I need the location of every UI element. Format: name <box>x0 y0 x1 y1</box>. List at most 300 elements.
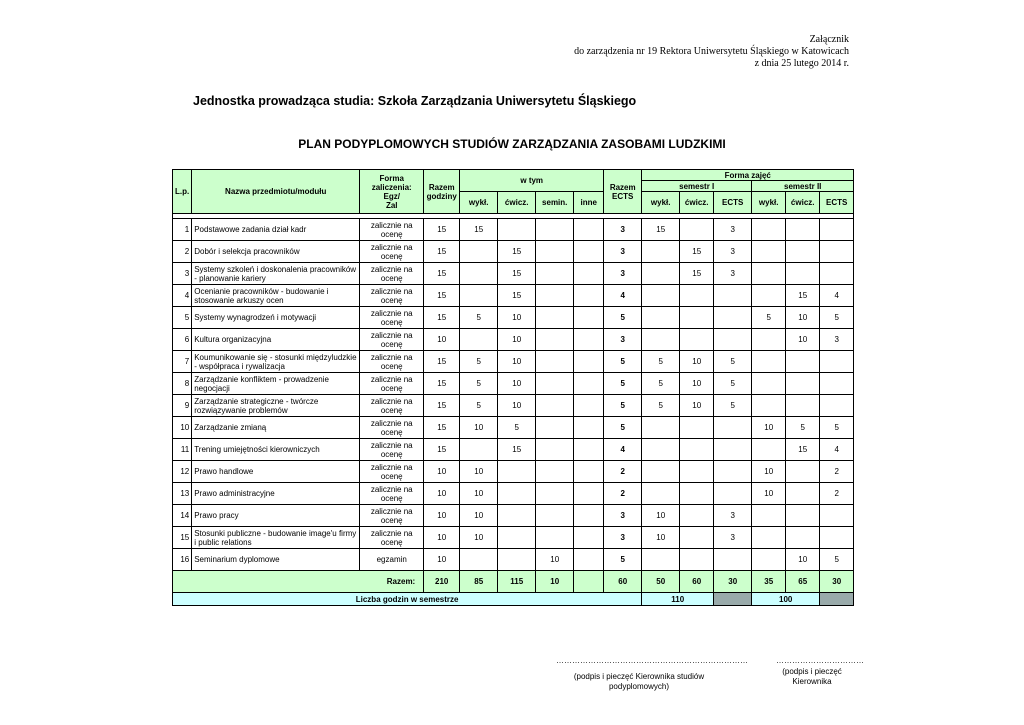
cell-s1c <box>680 307 714 329</box>
cell-total: 15 <box>424 439 460 461</box>
cell-inne <box>574 439 604 461</box>
cell-ects: 2 <box>604 483 642 505</box>
cell-wykl <box>460 439 498 461</box>
signature-left-label: (podpis i pieczęć Kierownika studiów podyplomowych) <box>573 672 705 691</box>
cell-s2e: 5 <box>820 307 854 329</box>
cell-wykl: 10 <box>460 483 498 505</box>
cell-semin <box>536 417 574 439</box>
cell-s1w <box>642 329 680 351</box>
table-row <box>173 219 854 241</box>
table-row <box>173 527 854 549</box>
attachment-note <box>574 34 849 70</box>
cell-wykl: 10 <box>460 417 498 439</box>
cell-wykl: 10 <box>460 505 498 527</box>
cell-cwicz: 15 <box>498 285 536 307</box>
cell-s2e <box>820 527 854 549</box>
cell-s2w: 5 <box>752 307 786 329</box>
cell-s2c: 15 <box>786 439 820 461</box>
cell-form: zalicznie na ocenę <box>360 417 424 439</box>
cell-s2e <box>820 505 854 527</box>
signature-right <box>776 656 864 687</box>
totals-s1e: 30 <box>714 571 752 593</box>
cell-s1c: 10 <box>680 395 714 417</box>
cell-cwicz <box>498 505 536 527</box>
cell-s2c <box>786 505 820 527</box>
table-row <box>173 329 854 351</box>
table-row <box>173 351 854 373</box>
cell-name: Koumunikowanie się - stosunki międzyludzkie - współpraca i rywalizacja <box>192 351 360 373</box>
cell-s1w <box>642 307 680 329</box>
cell-s2e: 4 <box>820 285 854 307</box>
header-s2-cwicz: ćwicz. <box>786 192 820 214</box>
cell-wykl <box>460 549 498 571</box>
cell-lp: 9 <box>173 395 192 417</box>
cell-s1e: 5 <box>714 395 752 417</box>
totals-s1w: 50 <box>642 571 680 593</box>
cell-cwicz: 15 <box>498 241 536 263</box>
cell-s1c <box>680 527 714 549</box>
cell-s2e: 2 <box>820 483 854 505</box>
totals-row <box>173 571 854 593</box>
header-total-hours <box>424 170 460 214</box>
cell-s2c: 10 <box>786 549 820 571</box>
cell-s1w <box>642 461 680 483</box>
cell-s1e <box>714 483 752 505</box>
header-semester-2: semestr II <box>752 181 854 192</box>
header-ects <box>604 170 642 214</box>
cell-s2e: 4 <box>820 439 854 461</box>
header-w-tym: w tym <box>460 170 604 192</box>
cell-lp: 3 <box>173 263 192 285</box>
cell-s1c <box>680 285 714 307</box>
cell-s2w <box>752 329 786 351</box>
cell-wykl: 5 <box>460 373 498 395</box>
header-form-line2: zaliczenia: <box>371 182 412 192</box>
cell-s1w <box>642 549 680 571</box>
cell-ects: 4 <box>604 285 642 307</box>
cell-lp: 15 <box>173 527 192 549</box>
attachment-line1: Załącznik <box>809 34 849 45</box>
cell-total: 15 <box>424 373 460 395</box>
cell-ects: 3 <box>604 219 642 241</box>
cell-s2c <box>786 351 820 373</box>
totals-inne <box>574 571 604 593</box>
cell-s1c <box>680 329 714 351</box>
cell-wykl <box>460 285 498 307</box>
cell-cwicz: 10 <box>498 395 536 417</box>
cell-s2c <box>786 527 820 549</box>
cell-s2c <box>786 241 820 263</box>
cell-total: 10 <box>424 461 460 483</box>
header-s1-wykl: wykł. <box>642 192 680 214</box>
header-cwicz: ćwicz. <box>498 192 536 214</box>
table-row <box>173 307 854 329</box>
header-inne: inne <box>574 192 604 214</box>
cell-wykl <box>460 241 498 263</box>
cell-s2c <box>786 263 820 285</box>
unit-line: Jednostka prowadząca studia: Szkoła Zarządzania Uniwersytetu Śląskiego <box>193 94 637 108</box>
cell-ects: 4 <box>604 439 642 461</box>
cell-inne <box>574 373 604 395</box>
cell-s2w: 10 <box>752 417 786 439</box>
cell-semin <box>536 219 574 241</box>
cell-semin <box>536 263 574 285</box>
cell-form: zalicznie na ocenę <box>360 395 424 417</box>
table-row <box>173 439 854 461</box>
cell-lp: 16 <box>173 549 192 571</box>
cell-ects: 3 <box>604 527 642 549</box>
cell-wykl <box>460 263 498 285</box>
page-title: PLAN PODYPLOMOWYCH STUDIÓW ZARZĄDZANIA ZASOBAMI LUDZKIMI <box>298 137 726 151</box>
header-s1-ects: ECTS <box>714 192 752 214</box>
cell-wykl: 5 <box>460 307 498 329</box>
cell-ects: 5 <box>604 417 642 439</box>
cell-s2e: 3 <box>820 329 854 351</box>
cell-form: egzamin <box>360 549 424 571</box>
semester-1-ects-blank <box>714 593 752 606</box>
cell-lp: 8 <box>173 373 192 395</box>
cell-inne <box>574 461 604 483</box>
totals-semin: 10 <box>536 571 574 593</box>
cell-s1w: 15 <box>642 219 680 241</box>
signature-right-label-2: Kierownika <box>792 677 832 686</box>
cell-lp: 7 <box>173 351 192 373</box>
header-form-line3: Egz/ <box>383 191 400 201</box>
cell-total: 10 <box>424 329 460 351</box>
cell-s2c: 15 <box>786 285 820 307</box>
cell-cwicz <box>498 461 536 483</box>
cell-s1c <box>680 219 714 241</box>
cell-form: zalicznie na ocenę <box>360 263 424 285</box>
cell-ects: 5 <box>604 373 642 395</box>
cell-s1e <box>714 285 752 307</box>
cell-s2w <box>752 263 786 285</box>
cell-cwicz: 10 <box>498 329 536 351</box>
cell-name: Trening umiejętności kierowniczych <box>192 439 360 461</box>
cell-s1e <box>714 439 752 461</box>
cell-cwicz <box>498 549 536 571</box>
cell-ects: 5 <box>604 307 642 329</box>
table-row <box>173 395 854 417</box>
cell-s2e <box>820 263 854 285</box>
cell-name: Podstawowe zadania dział kadr <box>192 219 360 241</box>
cell-s2w <box>752 439 786 461</box>
cell-wykl: 15 <box>460 219 498 241</box>
cell-ects: 3 <box>604 329 642 351</box>
cell-s2e <box>820 373 854 395</box>
totals-s2w: 35 <box>752 571 786 593</box>
cell-s1c <box>680 549 714 571</box>
cell-s2w <box>752 285 786 307</box>
header-semin: semin. <box>536 192 574 214</box>
cell-wykl <box>460 329 498 351</box>
cell-wykl: 5 <box>460 351 498 373</box>
cell-semin <box>536 329 574 351</box>
semester-2-ects-blank <box>820 593 854 606</box>
totals-s1c: 60 <box>680 571 714 593</box>
cell-inne <box>574 219 604 241</box>
cell-form: zalicznie na ocenę <box>360 351 424 373</box>
attachment-line2: do zarządzenia nr 19 Rektora Uniwersytetu Śląskiego w Katowicach <box>574 46 849 57</box>
cell-cwicz: 10 <box>498 373 536 395</box>
cell-s2w <box>752 373 786 395</box>
cell-s1w <box>642 285 680 307</box>
cell-inne <box>574 395 604 417</box>
table-row <box>173 549 854 571</box>
cell-semin <box>536 373 574 395</box>
cell-s1c <box>680 417 714 439</box>
cell-form: zalicznie na ocenę <box>360 307 424 329</box>
table-row <box>173 285 854 307</box>
cell-form: zalicznie na ocenę <box>360 219 424 241</box>
cell-total: 10 <box>424 483 460 505</box>
cell-s1e <box>714 417 752 439</box>
cell-s1e: 3 <box>714 505 752 527</box>
cell-lp: 2 <box>173 241 192 263</box>
cell-s1e <box>714 329 752 351</box>
cell-s1w <box>642 439 680 461</box>
cell-total: 15 <box>424 263 460 285</box>
cell-name: Prawo administracyjne <box>192 483 360 505</box>
cell-lp: 10 <box>173 417 192 439</box>
cell-cwicz: 10 <box>498 307 536 329</box>
cell-semin <box>536 483 574 505</box>
cell-cwicz: 15 <box>498 263 536 285</box>
header-ects-line2: ECTS <box>612 191 634 201</box>
cell-ects: 2 <box>604 461 642 483</box>
table-row <box>173 505 854 527</box>
cell-name: Prawo handlowe <box>192 461 360 483</box>
cell-inne <box>574 241 604 263</box>
cell-s1w <box>642 241 680 263</box>
cell-form: zalicznie na ocenę <box>360 439 424 461</box>
header-name: Nazwa przedmiotu/modułu <box>192 170 360 214</box>
header-semester-1: semestr I <box>642 181 752 192</box>
cell-s2c: 10 <box>786 329 820 351</box>
cell-form: zalicznie na ocenę <box>360 461 424 483</box>
cell-cwicz <box>498 219 536 241</box>
cell-s1w: 10 <box>642 527 680 549</box>
signature-right-dots: …………………………… <box>776 656 864 665</box>
cell-name: Zarządzanie strategiczne - twórcze rozwiązywanie problemów <box>192 395 360 417</box>
header-form-line1: Forma <box>379 173 404 183</box>
cell-form: zalicznie na ocenę <box>360 285 424 307</box>
cell-semin <box>536 439 574 461</box>
cell-s2w: 10 <box>752 483 786 505</box>
cell-total: 10 <box>424 549 460 571</box>
cell-s2w: 10 <box>752 461 786 483</box>
cell-lp: 11 <box>173 439 192 461</box>
cell-s1e: 5 <box>714 373 752 395</box>
header-s2-ects: ECTS <box>820 192 854 214</box>
cell-semin <box>536 285 574 307</box>
cell-semin <box>536 307 574 329</box>
header-total-line1: Razem <box>428 182 455 192</box>
cell-inne <box>574 505 604 527</box>
cell-total: 10 <box>424 505 460 527</box>
semester-2-hours: 100 <box>752 593 820 606</box>
cell-s2c: 10 <box>786 307 820 329</box>
totals-cwicz: 115 <box>498 571 536 593</box>
cell-s2w <box>752 505 786 527</box>
cell-semin <box>536 461 574 483</box>
cell-inne <box>574 307 604 329</box>
cell-ects: 5 <box>604 395 642 417</box>
semester-1-hours: 110 <box>642 593 714 606</box>
cell-inne <box>574 263 604 285</box>
cell-s1w: 10 <box>642 505 680 527</box>
cell-s1w <box>642 483 680 505</box>
cell-name: Systemy szkoleń i doskonalenia pracowników - planowanie kariery <box>192 263 360 285</box>
cell-inne <box>574 417 604 439</box>
header-s2-wykl: wykł. <box>752 192 786 214</box>
cell-s1w: 5 <box>642 395 680 417</box>
cell-s1c <box>680 483 714 505</box>
totals-s2e: 30 <box>820 571 854 593</box>
cell-form: zalicznie na ocenę <box>360 527 424 549</box>
cell-name: Stosunki publiczne - budowanie image'u firmy i public relations <box>192 527 360 549</box>
cell-cwicz <box>498 527 536 549</box>
cell-name: Seminarium dyplomowe <box>192 549 360 571</box>
cell-lp: 4 <box>173 285 192 307</box>
cell-form: zalicznie na ocenę <box>360 483 424 505</box>
cell-wykl: 10 <box>460 527 498 549</box>
cell-s1e <box>714 307 752 329</box>
cell-s2w <box>752 527 786 549</box>
cell-s1c: 10 <box>680 351 714 373</box>
cell-s1e: 5 <box>714 351 752 373</box>
cell-s2w <box>752 351 786 373</box>
totals-s2c: 65 <box>786 571 820 593</box>
cell-s2e: 5 <box>820 417 854 439</box>
cell-inne <box>574 549 604 571</box>
cell-s1e: 3 <box>714 241 752 263</box>
cell-wykl: 5 <box>460 395 498 417</box>
cell-lp: 13 <box>173 483 192 505</box>
cell-inne <box>574 483 604 505</box>
cell-semin: 10 <box>536 549 574 571</box>
cell-total: 15 <box>424 307 460 329</box>
totals-wykl: 85 <box>460 571 498 593</box>
cell-s1w: 5 <box>642 351 680 373</box>
cell-total: 15 <box>424 417 460 439</box>
cell-s2e <box>820 351 854 373</box>
cell-semin <box>536 395 574 417</box>
cell-lp: 6 <box>173 329 192 351</box>
signature-right-label-1: (podpis i pieczęć <box>782 667 842 676</box>
cell-total: 10 <box>424 527 460 549</box>
cell-total: 15 <box>424 241 460 263</box>
semester-hours-row <box>173 593 854 606</box>
header-s1-cwicz: ćwicz. <box>680 192 714 214</box>
cell-s1c <box>680 461 714 483</box>
cell-cwicz: 10 <box>498 351 536 373</box>
header-ects-line1: Razem <box>609 182 636 192</box>
cell-form: zalicznie na ocenę <box>360 505 424 527</box>
cell-inne <box>574 285 604 307</box>
cell-form: zalicznie na ocenę <box>360 373 424 395</box>
cell-ects: 5 <box>604 549 642 571</box>
cell-ects: 3 <box>604 263 642 285</box>
cell-s1e: 3 <box>714 219 752 241</box>
attachment-line3: z dnia 25 lutego 2014 r. <box>754 58 849 69</box>
header-form-line4: Zal <box>385 200 398 210</box>
cell-name: Zarządzanie zmianą <box>192 417 360 439</box>
cell-s2e: 2 <box>820 461 854 483</box>
totals-total: 210 <box>424 571 460 593</box>
cell-cwicz: 15 <box>498 439 536 461</box>
signature-left <box>556 656 748 692</box>
cell-form: zalicznie na ocenę <box>360 329 424 351</box>
cell-s1e: 3 <box>714 263 752 285</box>
signature-left-dots: ……………………………………………………………… <box>556 656 748 665</box>
cell-s1c: 15 <box>680 241 714 263</box>
header-lp: L.p. <box>173 170 192 214</box>
cell-s1e <box>714 549 752 571</box>
cell-total: 15 <box>424 351 460 373</box>
cell-s2w <box>752 549 786 571</box>
cell-ects: 3 <box>604 505 642 527</box>
cell-ects: 5 <box>604 351 642 373</box>
cell-s2c: 5 <box>786 417 820 439</box>
cell-semin <box>536 527 574 549</box>
header-total-line2: godziny <box>426 191 457 201</box>
table-row <box>173 417 854 439</box>
header-form <box>360 170 424 214</box>
cell-name: Kultura organizacyjna <box>192 329 360 351</box>
cell-form: zalicznie na ocenę <box>360 241 424 263</box>
table-row <box>173 241 854 263</box>
cell-s1c <box>680 505 714 527</box>
table-row <box>173 263 854 285</box>
cell-s1e <box>714 461 752 483</box>
cell-s1c: 10 <box>680 373 714 395</box>
semester-hours-label: Liczba godzin w semestrze <box>173 593 642 606</box>
cell-s1e: 3 <box>714 527 752 549</box>
table-body <box>173 219 854 571</box>
cell-semin <box>536 241 574 263</box>
totals-label: Razem: <box>173 571 424 593</box>
cell-ects: 3 <box>604 241 642 263</box>
cell-s2w <box>752 241 786 263</box>
cell-s2c <box>786 483 820 505</box>
cell-s2c <box>786 461 820 483</box>
totals-ects: 60 <box>604 571 642 593</box>
cell-lp: 14 <box>173 505 192 527</box>
cell-lp: 1 <box>173 219 192 241</box>
cell-s2w <box>752 219 786 241</box>
cell-inne <box>574 329 604 351</box>
table-row <box>173 483 854 505</box>
cell-s2e: 5 <box>820 549 854 571</box>
cell-name: Systemy wynagrodzeń i motywacji <box>192 307 360 329</box>
cell-s2w <box>752 395 786 417</box>
cell-total: 15 <box>424 285 460 307</box>
cell-s1c <box>680 439 714 461</box>
cell-semin <box>536 351 574 373</box>
cell-s2c <box>786 219 820 241</box>
cell-cwicz <box>498 483 536 505</box>
table-row <box>173 373 854 395</box>
header-forma-zajec: Forma zajęć <box>642 170 854 181</box>
cell-s1w: 5 <box>642 373 680 395</box>
cell-s1w <box>642 263 680 285</box>
cell-s1w <box>642 417 680 439</box>
cell-s2e <box>820 241 854 263</box>
cell-total: 15 <box>424 395 460 417</box>
cell-name: Ocenianie pracowników - budowanie i stosowanie arkuszy ocen <box>192 285 360 307</box>
cell-s2c <box>786 373 820 395</box>
